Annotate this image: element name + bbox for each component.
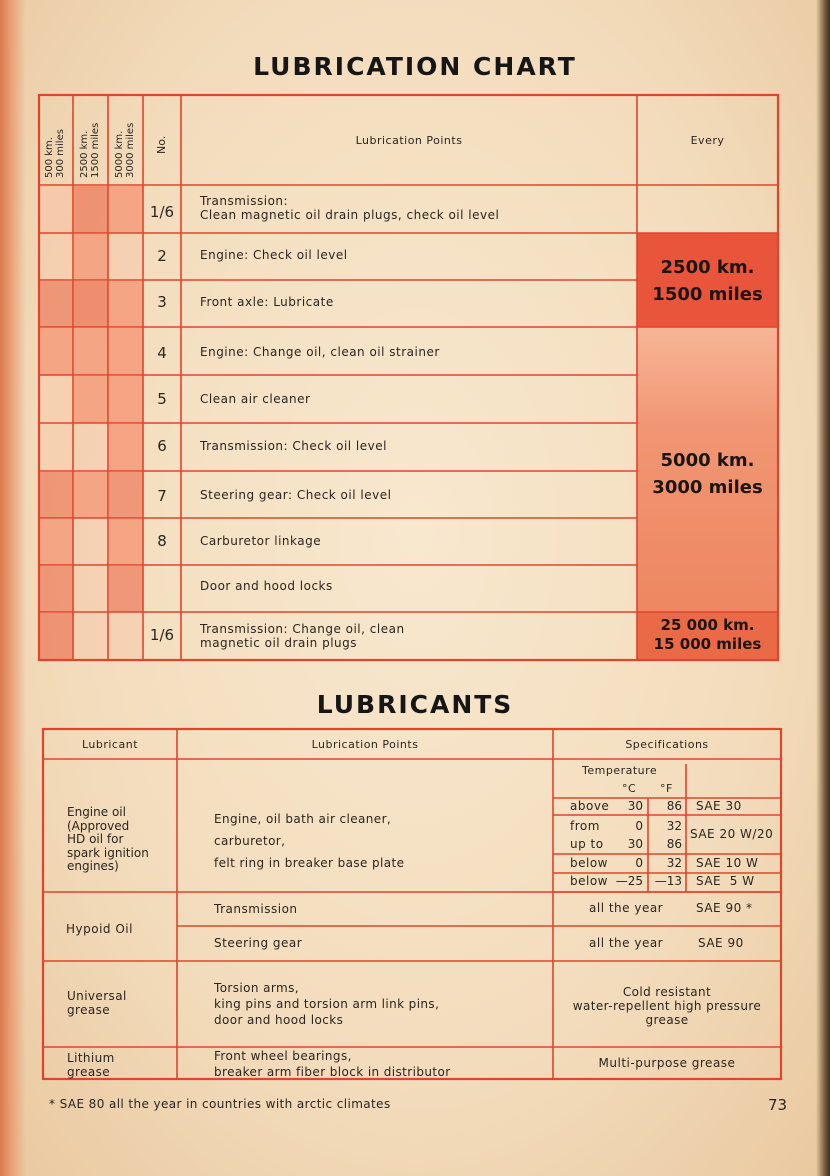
hypoid-point: Steering gear [214, 936, 303, 950]
sae-grade: SAE 5 W [696, 874, 755, 888]
universal-points: Torsion arms, king pins and torsion arm link pins, door and hood locks [214, 981, 440, 1027]
temperature-label: Temperature [582, 764, 658, 777]
temp-c: 30 [627, 799, 643, 813]
row-text: Transmission: [200, 194, 289, 208]
every-5000-label: 5000 km. 3000 miles [652, 450, 763, 498]
row-number: 3 [157, 293, 167, 311]
temp-f: 32 [666, 856, 682, 870]
header-lubrication-points: Lubrication Points [355, 134, 463, 147]
lubricant-universal-grease: Universal grease [67, 989, 127, 1017]
temp-condition: below [570, 856, 608, 870]
lubricant-engine-oil: Engine oil (Approved HD oil for spark ignition engines) [67, 805, 149, 873]
temp-condition: below [570, 874, 608, 888]
temp-c: 0 [635, 856, 643, 870]
unit-celsius: °C [622, 782, 637, 795]
row-text: Carburetor linkage [200, 534, 322, 548]
row-text: magnetic oil drain plugs [200, 636, 358, 650]
row-text: Transmission: Change oil, clean [200, 622, 405, 636]
lubricants-title: LUBRICANTS [316, 690, 514, 719]
hypoid-point: Transmission [214, 902, 298, 916]
row-number: 2 [157, 247, 167, 265]
hypoid-sae: SAE 90 * [696, 901, 753, 915]
header-interval-500: 500 km. 300 miles [44, 129, 66, 178]
temp-condition: up to [570, 837, 604, 851]
row-number: 6 [157, 437, 167, 455]
temp-f: —13 [654, 874, 682, 888]
hypoid-period: all the year [589, 936, 664, 950]
header-interval-2500: 2500 km. 1500 miles [79, 122, 101, 178]
page-number: 73 [768, 1096, 788, 1114]
row-number: 7 [157, 487, 167, 505]
sae-grade: SAE 20 W/20 [690, 827, 774, 841]
row-number: 4 [157, 344, 167, 362]
lubricant-lithium-grease: Lithium grease [67, 1051, 115, 1079]
lub-header-lubricant: Lubricant [81, 738, 139, 751]
temp-f: 86 [666, 837, 682, 851]
row-text: Engine: Change oil, clean oil strainer [200, 345, 440, 359]
lub-header-spec: Specifications [625, 738, 709, 751]
row-number: 8 [157, 532, 167, 550]
row-number: 1/6 [149, 203, 175, 221]
universal-spec: Cold resistant water-repellent high pressure grease [572, 985, 762, 1027]
lub-header-points: Lubrication Points [311, 738, 419, 751]
footnote: * SAE 80 all the year in countries with arctic climates [49, 1097, 391, 1111]
hypoid-sae: SAE 90 [698, 936, 744, 950]
temp-condition: from [570, 819, 600, 833]
row-text: Steering gear: Check oil level [200, 488, 392, 502]
row-text: Front axle: Lubricate [200, 295, 334, 309]
sae-grade: SAE 10 W [696, 856, 759, 870]
header-interval-5000: 5000 km. 3000 miles [114, 122, 136, 178]
temp-condition: above [570, 799, 610, 813]
header-no: No. [155, 135, 168, 154]
hypoid-period: all the year [589, 901, 664, 915]
row-text: Clean air cleaner [200, 392, 311, 406]
lubricant-hypoid-oil: Hypoid Oil [66, 922, 133, 936]
row-number: 1/6 [149, 626, 175, 644]
every-2500-label: 2500 km. 1500 miles [652, 257, 763, 305]
unit-fahrenheit: °F [660, 782, 673, 795]
row-number: 5 [157, 390, 167, 408]
row-text: Transmission: Check oil level [200, 439, 387, 453]
row-text: Door and hood locks [200, 579, 333, 593]
temp-c: 30 [627, 837, 643, 851]
sae-grade: SAE 30 [696, 799, 742, 813]
chart-title: LUBRICATION CHART [253, 52, 577, 81]
temp-f: 86 [666, 799, 682, 813]
header-every: Every [690, 134, 725, 147]
row-text: Clean magnetic oil drain plugs, check oil level [200, 208, 500, 222]
lithium-points: Front wheel bearings, breaker arm fiber block in distributor [214, 1049, 451, 1079]
engine-oil-points: Engine, oil bath air cleaner, carburetor, felt ring in breaker base plate [214, 812, 405, 870]
temp-c: —25 [615, 874, 643, 888]
every-25000-label: 25 000 km. 15 000 miles [653, 616, 762, 653]
lithium-spec: Multi-purpose grease [598, 1056, 736, 1070]
temp-f: 32 [666, 819, 682, 833]
temp-c: 0 [635, 819, 643, 833]
row-text: Engine: Check oil level [200, 248, 348, 262]
